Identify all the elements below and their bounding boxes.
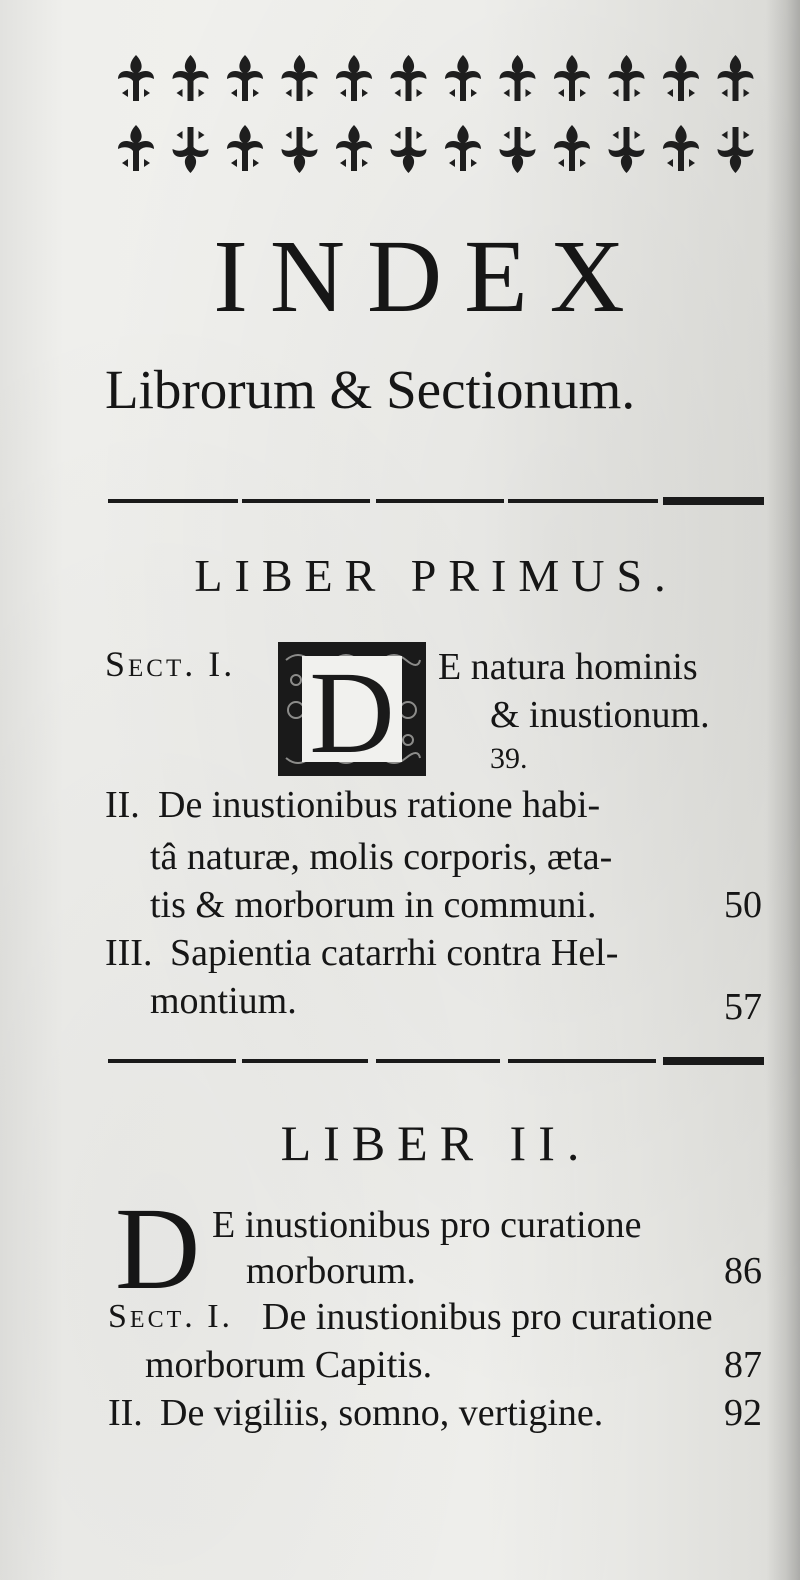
book-1-entry-1-line-1: E natura hominis bbox=[438, 646, 698, 688]
book-2-entry-1-line-2: morborum Capitis. bbox=[145, 1344, 433, 1386]
fleuron-glyph bbox=[500, 55, 536, 101]
fleuron-glyph bbox=[336, 125, 372, 171]
fleuron-glyph bbox=[500, 127, 536, 173]
fleuron-glyph bbox=[282, 127, 318, 173]
book-1-entry-2-line-1: De inustionibus ratione habi- bbox=[158, 784, 601, 826]
fleuron-glyph bbox=[554, 125, 590, 171]
book-2-entry-1-line-1: De inustionibus pro curatione bbox=[262, 1296, 713, 1338]
fleuron-glyph bbox=[718, 127, 754, 173]
book-1-entry-2-page: 50 bbox=[724, 884, 762, 926]
fleuron-glyph bbox=[282, 55, 318, 101]
book-2-intro-line-1: E inustionibus pro curatione bbox=[212, 1204, 642, 1246]
fleuron-glyph bbox=[391, 55, 427, 101]
fleuron-ornament-row-top bbox=[112, 50, 762, 108]
page-title: INDEX bbox=[213, 219, 647, 334]
book-2-entry-2-number: II. bbox=[108, 1392, 143, 1434]
fleuron-glyph bbox=[336, 55, 372, 101]
page-edge-shadow bbox=[766, 0, 800, 1580]
divider-rule-2 bbox=[108, 1057, 764, 1065]
book-2-section-label: Sect. I. bbox=[108, 1298, 234, 1335]
book-1-entry-2-line-2: tâ naturæ, molis corporis, æta- bbox=[150, 836, 613, 878]
book-2-intro-page: 86 bbox=[724, 1250, 762, 1292]
book-1-entry-1-line-2: & inustionum. bbox=[490, 694, 710, 736]
fleuron-glyph bbox=[227, 125, 263, 171]
fleuron-glyph bbox=[663, 125, 699, 171]
book-1-heading: LIBER PRIMUS. bbox=[194, 550, 678, 601]
book-2-entry-2-page: 92 bbox=[724, 1392, 762, 1434]
book-1-section-label: Sect. I. bbox=[105, 644, 236, 684]
book-2-entry-2-text: De vigiliis, somno, vertigine. bbox=[160, 1392, 604, 1434]
book-2-initial-letter: D bbox=[115, 1183, 201, 1314]
book-1-entry-1-page: 39. bbox=[490, 742, 528, 775]
book-1-entry-3-line-2: montium. bbox=[150, 980, 297, 1022]
fleuron-glyph bbox=[554, 55, 590, 101]
fleuron-glyph bbox=[173, 127, 209, 173]
dropcap-letter: D bbox=[309, 647, 395, 778]
fleuron-glyph bbox=[391, 127, 427, 173]
book-1-entry-3-line-1: Sapientia catarrhi contra Hel- bbox=[170, 932, 619, 974]
fleuron-glyph bbox=[445, 125, 481, 171]
book-2-entry-1-page: 87 bbox=[724, 1344, 762, 1386]
fleuron-glyph bbox=[663, 55, 699, 101]
fleuron-glyph bbox=[118, 125, 154, 171]
fleuron-glyph bbox=[718, 55, 754, 101]
fleuron-glyph bbox=[609, 127, 645, 173]
book-1-entry-3-page: 57 bbox=[724, 986, 762, 1028]
page-subtitle: Librorum & Sectionum. bbox=[105, 359, 636, 420]
book-1-entry-2-number: II. bbox=[105, 784, 140, 826]
decorated-initial-d-icon bbox=[276, 640, 428, 778]
book-1-entry-2-line-3: tis & morborum in communi. bbox=[150, 884, 597, 926]
book-2-intro-line-2: morborum. bbox=[246, 1250, 416, 1292]
book-1-entry-3-number: III. bbox=[105, 932, 153, 974]
fleuron-glyph bbox=[609, 55, 645, 101]
divider-rule-1 bbox=[108, 497, 764, 505]
fleuron-glyph bbox=[173, 55, 209, 101]
book-2-heading: LIBER II. bbox=[280, 1115, 592, 1171]
fleuron-ornament-row-bottom bbox=[112, 120, 762, 178]
fleuron-glyph bbox=[445, 55, 481, 101]
fleuron-glyph bbox=[118, 55, 154, 101]
fleuron-glyph bbox=[227, 55, 263, 101]
